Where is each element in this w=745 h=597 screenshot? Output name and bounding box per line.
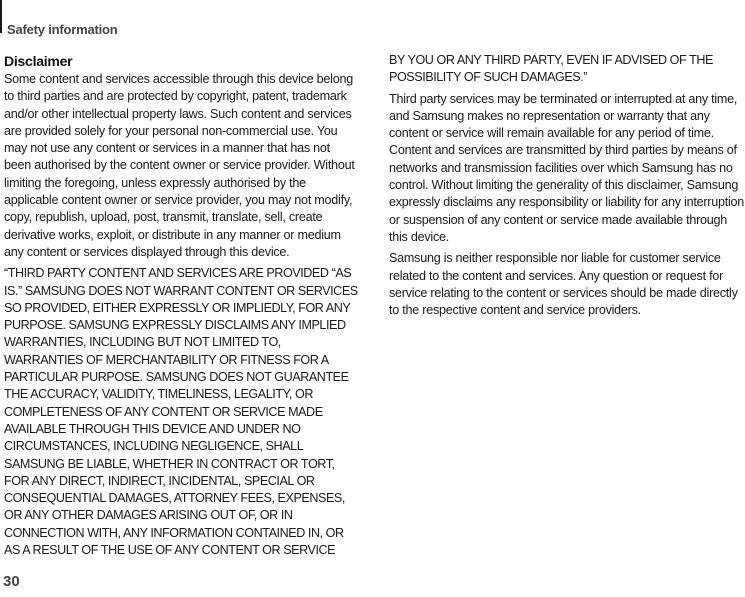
- header-accent-bar: [0, 0, 2, 33]
- disclaimer-paragraph-2: “THIRD PARTY CONTENT AND SERVICES ARE PROVIDED “AS IS.” SAMSUNG DOES NOT WARRANT CONTENT OR SERVICES SO PROVIDED, EITHER EXPRESSLY OR IMPLIEDLY, FOR ANY PURPOSE. SAMSUNG EXPRESSLY DISCLAIMS ANY IMPLIED WARRANTIES, INCLUDING BUT NOT LIMITED TO, WARRANTIES OF MERCHANTABILITY OR FITNESS FOR A PARTICULAR PURPOSE. SAMSUNG DOES NOT GUARANTEE THE ACCURACY, VALIDITY, TIMELINESS, LEGALITY, OR COMPLETENESS OF ANY CONTENT OR SERVICE MADE AVAILABLE THROUGH THIS DEVICE AND UNDER NO CIRCUMSTANCES, INCLUDING NEGLIGENCE, SHALL SAMSUNG BE LIABLE, WHETHER IN CONTRACT OR TORT, FOR ANY DIRECT, INDIRECT, INCIDENTAL, SPECIAL OR CONSEQUENTIAL DAMAGES, ATTORNEY FEES, EXPENSES, OR ANY OTHER DAMAGES ARISING OUT OF, OR IN CONNECTION WITH, ANY INFORMATION CONTAINED IN, OR AS A RESULT OF THE USE OF ANY CONTENT OR SERVICE: [4, 266, 358, 558]
- section-header-title: Safety information: [7, 22, 118, 37]
- disclaimer-paragraph-4: Third party services may be terminated or interrupted at any time, and Samsung makes no representation or warranty that any content or service will remain available for any period of time. Content and services are transmitted by third parties by means of networks and transmission facilities over which Samsung has no control. Without limiting the generality of this disclaimer, Samsung expressly disclaims any responsibility or liability for any interruption or suspension of any content or service made available through this device.: [389, 91, 745, 244]
- right-column: [389, 52, 745, 323]
- disclaimer-paragraph-5: Samsung is neither responsible nor liable for customer service related to the content and services. Any question or request for service relating to the content or services should be made directly to the respective content and service providers.: [389, 251, 738, 318]
- disclaimer-paragraph-1: Some content and services accessible through this device belong to third parties and are protected by copyright, patent, trademark and/or other intellectual property laws. Such content and services are provided solely for your personal non-commercial use. You may not use any content or services in a manner that has not been authorised by the content owner or service provider. Without limiting the foregoing, unless expressly authorised by the applicable content owner or service provider, you may not modify, copy, republish, upload, post, transmit, translate, sell, create derivative works, exploit, or distribute in any manner or medium any content or services displayed through this device.: [4, 72, 355, 259]
- disclaimer-paragraph-3: BY YOU OR ANY THIRD PARTY, EVEN IF ADVISED OF THE POSSIBILITY OF SUCH DAMAGES.”: [389, 53, 713, 85]
- left-column: [4, 51, 360, 563]
- disclaimer-title: Disclaimer: [4, 53, 73, 69]
- page-number: 30: [3, 573, 20, 590]
